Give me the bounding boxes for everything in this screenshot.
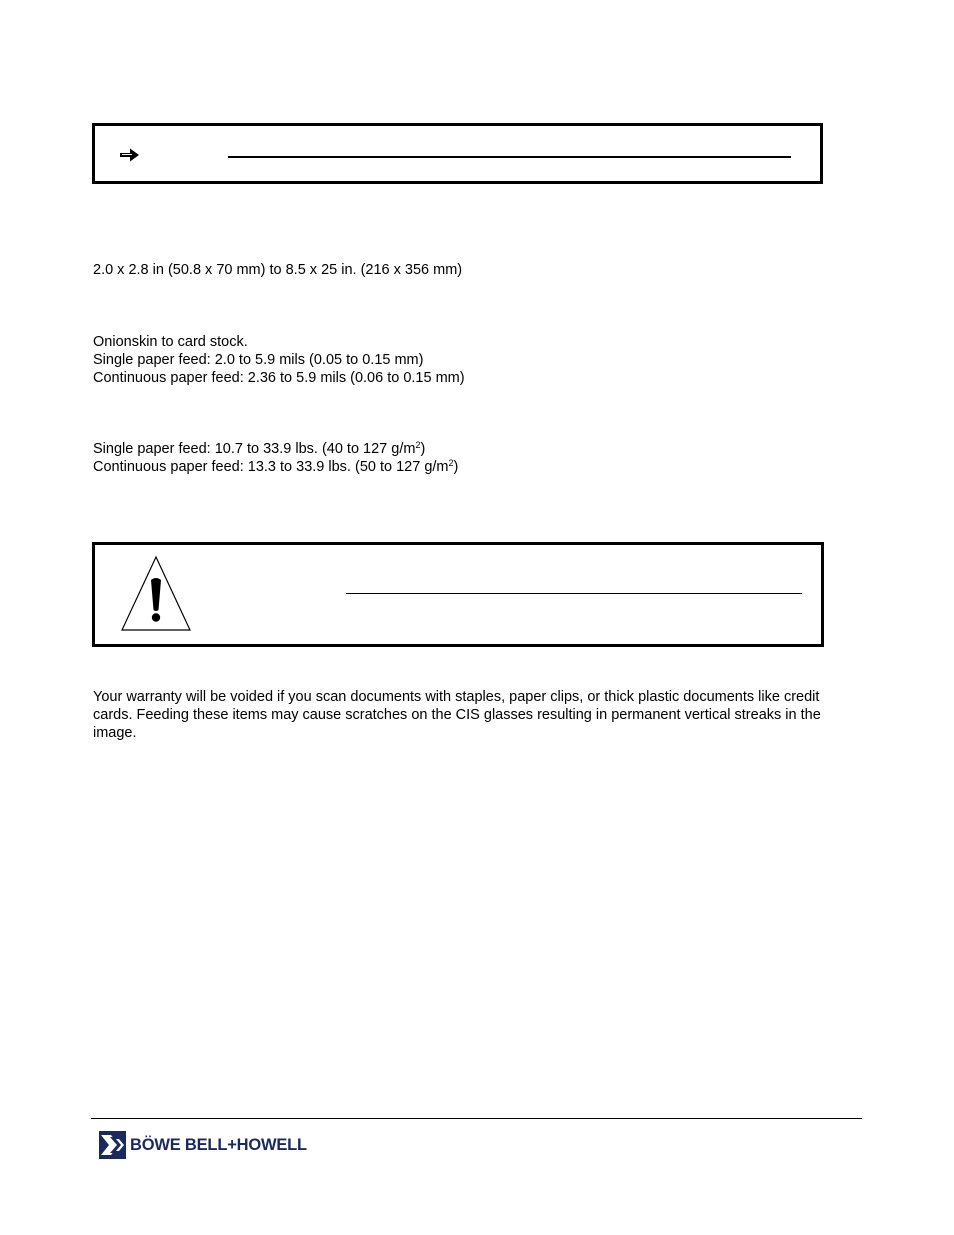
- weight-continuous-close: ): [453, 459, 459, 475]
- weight-single-close: ): [420, 441, 426, 457]
- caution-heading-rule: [346, 593, 802, 594]
- thickness-line-1: Onionskin to card stock.: [93, 334, 248, 350]
- weight-single-feed: [93, 440, 425, 458]
- document-size-spec: 2.0 x 2.8 in (50.8 x 70 mm) to 8.5 x 25 in. (216 x 356 mm): [93, 262, 463, 278]
- caution-triangle-icon: [119, 554, 193, 634]
- thickness-line-2: Single paper feed: 2.0 to 5.9 mils (0.05 to 0.15 mm): [93, 352, 424, 368]
- caution-box: [92, 542, 824, 647]
- company-logo: [99, 1130, 307, 1160]
- weight-continuous-sup: 2: [448, 458, 454, 468]
- footer-rule: [91, 1118, 862, 1119]
- note-heading-rule: [228, 156, 791, 158]
- warranty-paragraph: Your warranty will be voided if you scan documents with staples, paper clips, or thick plastic documents like credit cards. Feeding these items may cause scratches on the CIS glasses resulting in permanent vertical streaks in the image.: [93, 689, 821, 741]
- logo-wordmark: BÖWE BELL+HOWELL: [130, 1135, 307, 1154]
- weight-single-sup: 2: [415, 440, 421, 450]
- thickness-line-3: Continuous paper feed: 2.36 to 5.9 mils (0.06 to 0.15 mm): [93, 370, 465, 386]
- weight-continuous-text: Continuous paper feed: 13.3 to 33.9 lbs. (50 to 127 g/m: [93, 459, 449, 475]
- bbh-logo-icon: [99, 1131, 126, 1159]
- arrow-right-icon: [120, 147, 140, 163]
- weight-continuous-feed: [93, 458, 458, 476]
- weight-single-text: Single paper feed: 10.7 to 33.9 lbs. (40 to 127 g/m: [93, 441, 416, 457]
- note-box: [92, 123, 823, 184]
